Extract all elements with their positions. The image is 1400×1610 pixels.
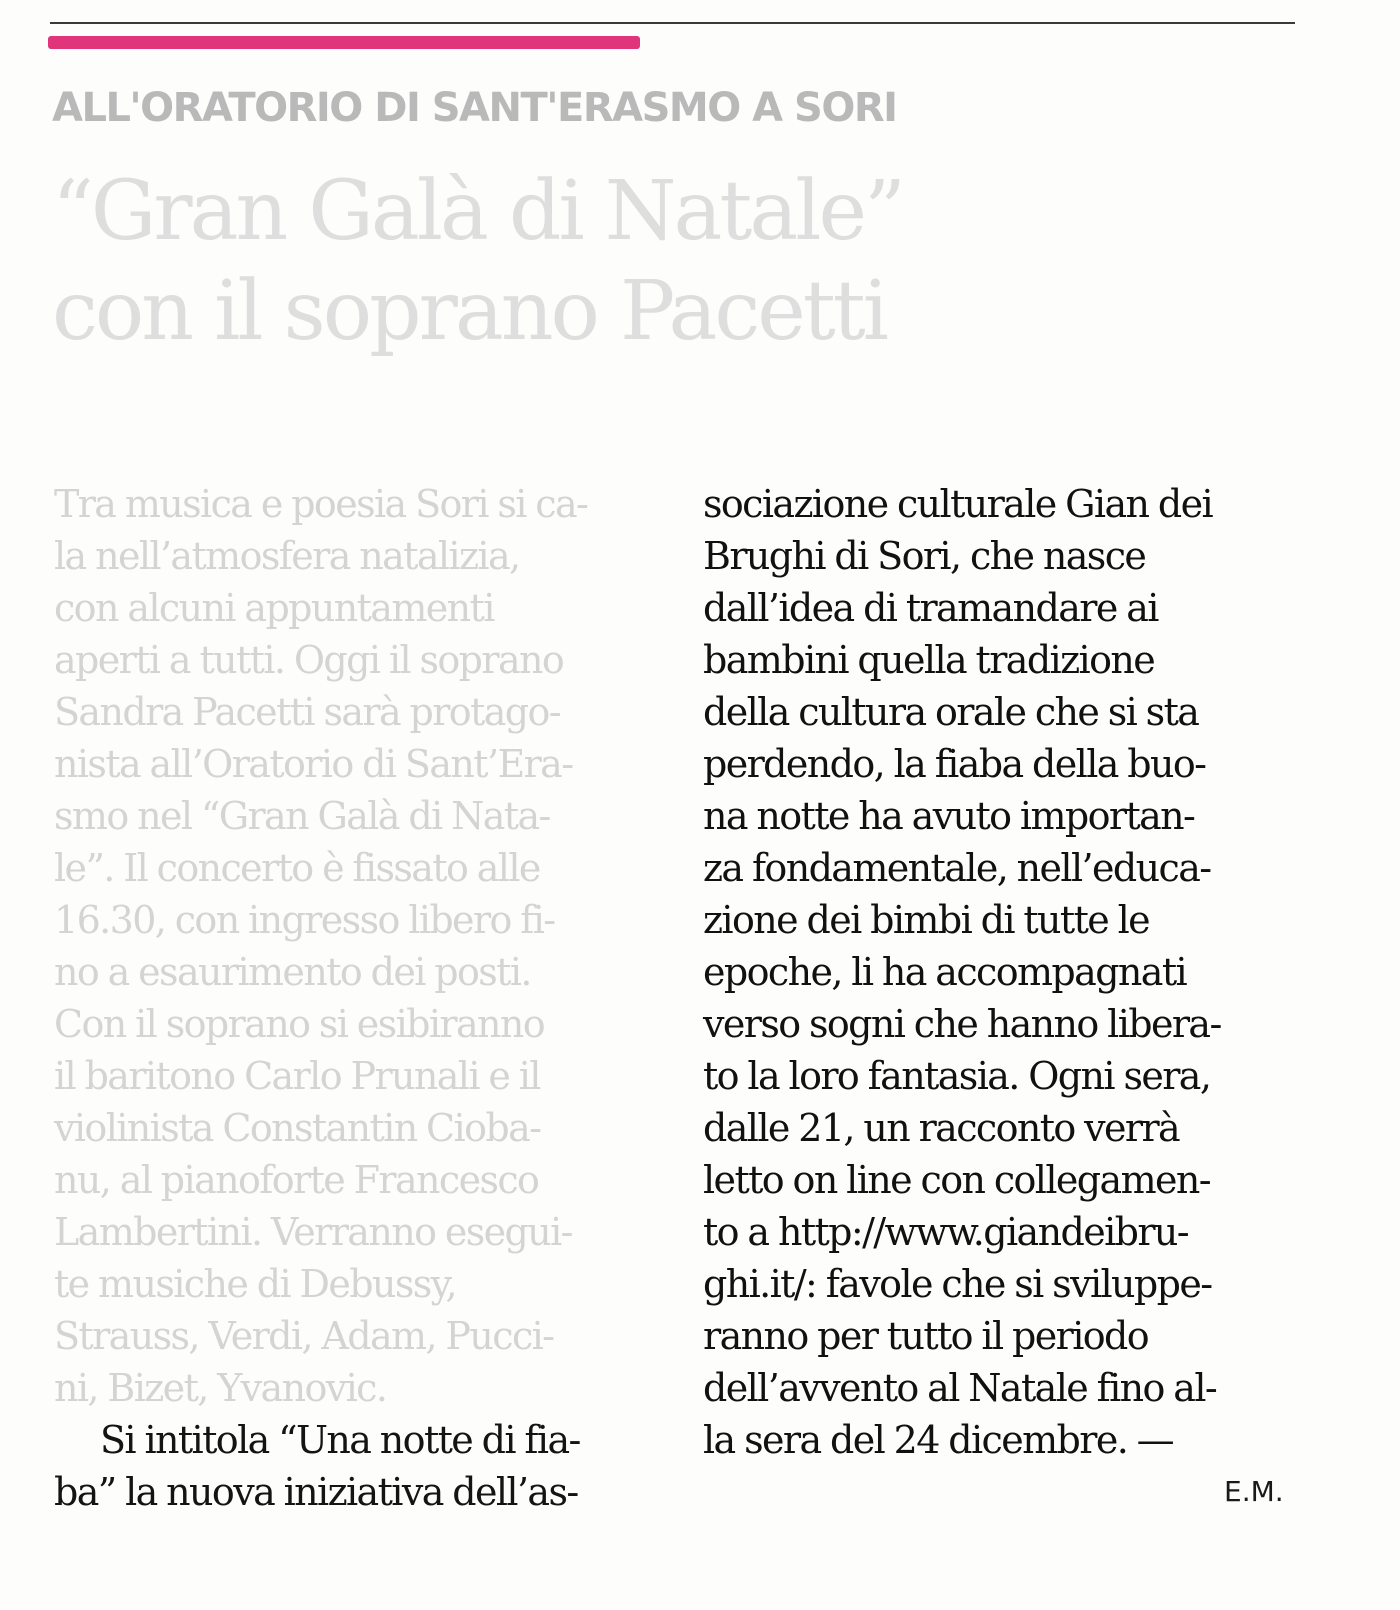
body-line: to la loro fantasia. Ogni sera, [703,1054,1211,1098]
body-line: ba” la nuova iniziativa dell’as- [54,1470,578,1514]
body-line: Strauss, Verdi, Adam, Pucci- [54,1314,554,1358]
body-line: no a esaurimento dei posti. [54,950,531,994]
body-line: con alcuni appuntamenti [54,586,494,630]
body-column-left [54,478,654,1518]
body-line: ni, Bizet, Yvanovic. [54,1366,387,1410]
body-line: Tra musica e poesia Sori si ca- [54,482,588,526]
body-line: Con il soprano si esibiranno [54,1002,545,1046]
body-line: to a http://www.giandeibru- [703,1210,1189,1254]
body-line: Lambertini. Verranno esegui- [54,1210,572,1254]
body-line: dell’avvento al Natale fino al- [703,1366,1217,1410]
body-line: sociazione culturale Gian dei [703,482,1213,526]
paragraph-start-line: Si intitola “Una notte di fia- [100,1418,580,1462]
body-line: Brughi di Sori, che nasce [703,534,1146,578]
body-line: della cultura orale che si sta [703,690,1199,734]
body-line: za fondamentale, nell’educa- [703,846,1211,890]
body-column-right [703,478,1303,1466]
body-line: zione dei bimbi di tutte le [703,898,1150,942]
headline-line: con il soprano Pacetti [52,264,886,359]
section-accent-bar [48,36,640,49]
body-line: dalle 21, un racconto verrà [703,1106,1180,1150]
body-line: 16.30, con ingresso libero fi- [54,898,555,942]
headline-line: “Gran Galà di Natale” [52,164,903,259]
body-line: aperti a tutti. Oggi il soprano [54,638,564,682]
body-line: te musiche di Debussy, [54,1262,456,1306]
body-line: smo nel “Gran Galà di Nata- [54,794,550,838]
body-line: la nell’atmosfera natalizia, [54,534,520,578]
body-line: ghi.it/: favole che si sviluppe- [703,1262,1212,1306]
body-line: nu, al pianoforte Francesco [54,1158,539,1202]
author-byline: E.M. [1224,1475,1284,1508]
article-kicker: ALL'ORATORIO DI SANT'ERASMO A SORI [52,85,897,131]
body-line: perdendo, la fiaba della buo- [703,742,1206,786]
body-line: bambini quella tradizione [703,638,1155,682]
body-line: violinista Constantin Cioba- [54,1106,541,1150]
body-line: verso sogni che hanno libera- [703,1002,1221,1046]
body-line: le”. Il concerto è fissato alle [54,846,540,890]
body-line: la sera del 24 dicembre. — [703,1418,1174,1462]
body-line: epoche, li ha accompagnati [703,950,1187,994]
body-line: ranno per tutto il periodo [703,1314,1149,1358]
article-headline [52,162,903,362]
body-line: dall’idea di tramandare ai [703,586,1158,630]
body-line: il baritono Carlo Prunali e il [54,1054,540,1098]
body-line: letto on line con collegamen- [703,1158,1211,1202]
top-rule [50,22,1295,24]
body-line: nista all’Oratorio di Sant’Era- [54,742,573,786]
body-line: Sandra Pacetti sarà protago- [54,690,561,734]
body-line: na notte ha avuto importan- [703,794,1195,838]
